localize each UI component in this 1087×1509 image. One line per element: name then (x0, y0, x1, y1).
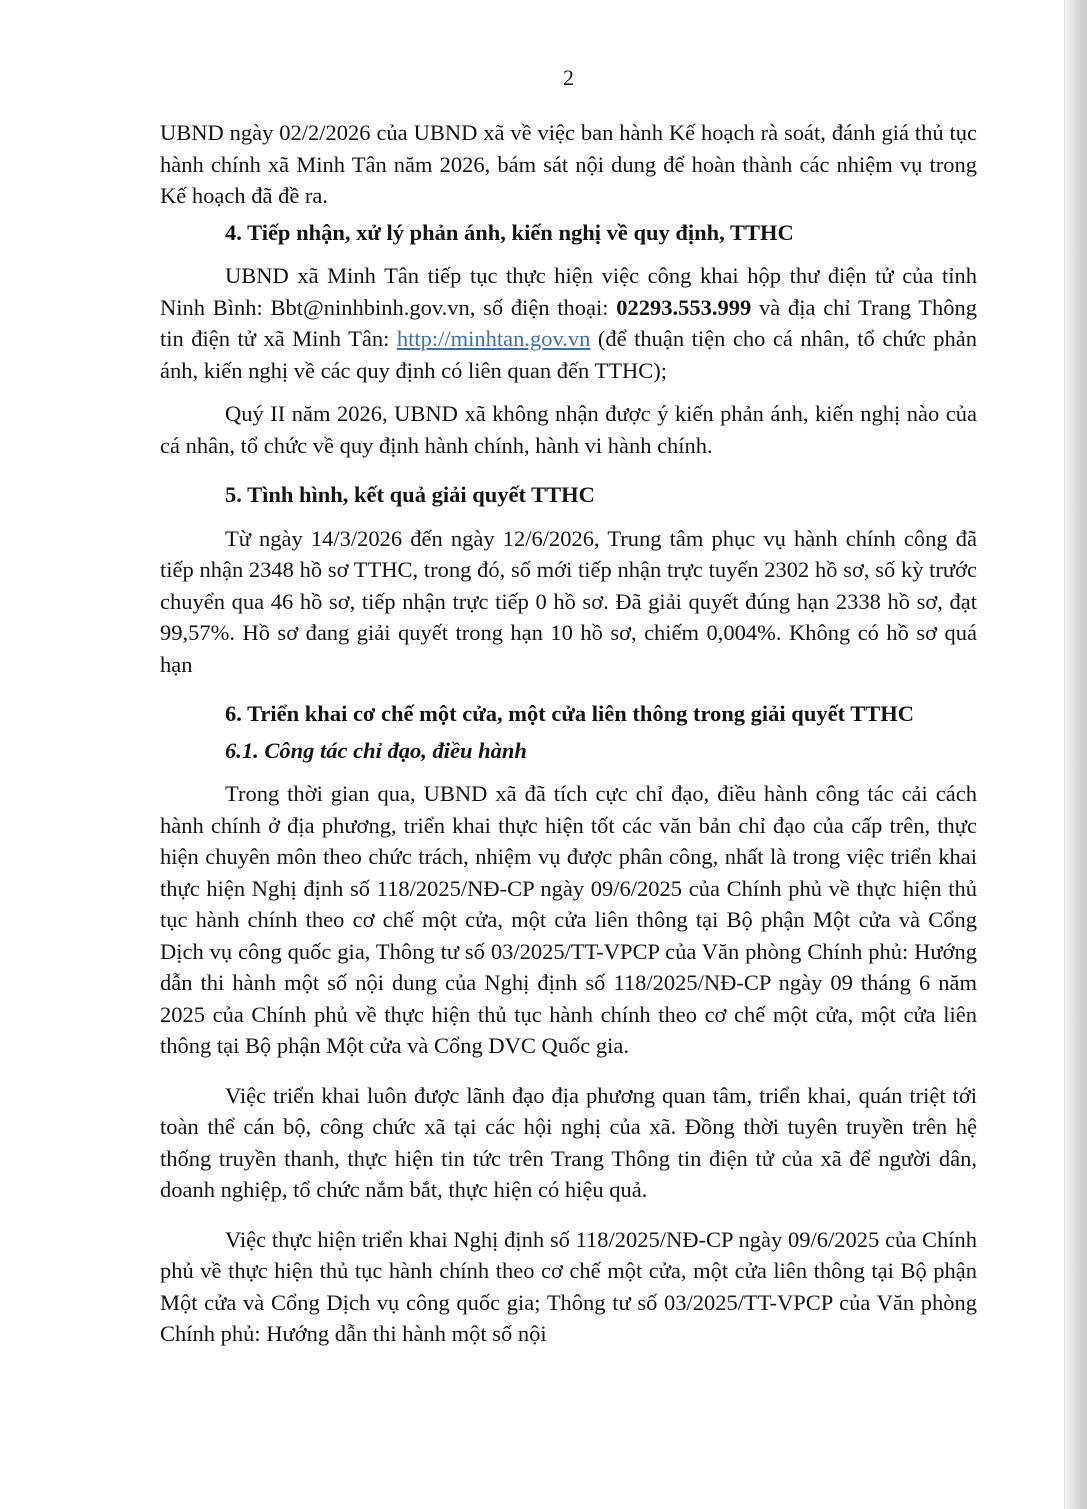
paragraph-continuation: UBND ngày 02/2/2026 của UBND xã về việc ban hành Kế hoạch rà soát, đánh giá thủ tục hành chính xã Minh Tân năm 2026, bám sát nội dung để hoàn thành các nhiệm vụ trong Kế hoạch đã đề ra. (160, 120, 977, 208)
website-link[interactable]: http://minhtan.gov.vn (396, 326, 591, 351)
heading-section-6-1: 6.1. Công tác chỉ đạo, điều hành (225, 737, 527, 763)
page-edge-shadow (1065, 0, 1087, 1509)
paragraph-feedback-q2: Quý II năm 2026, UBND xã không nhận được ý kiến phản ánh, kiến nghị nào của cá nhân, tổ chức về quy định hành chính, hành vi hành chính. (160, 401, 977, 458)
document-body (160, 62, 977, 1350)
paragraph-results: Từ ngày 14/3/2026 đến ngày 12/6/2026, Trung tâm phục vụ hành chính công đã tiếp nhận 2348 hồ sơ TTHC, trong đó, số mới tiếp nhận trực tuyến 2302 hồ sơ, số kỳ trước chuyển qua 46 hồ sơ, tiếp nhận trực tiếp 0 hồ sơ. Đã giải quyết đúng hạn 2338 hồ sơ, đạt 99,57%. Hồ sơ đang giải quyết trong hạn 10 hồ sơ, chiếm 0,004%. Không có hồ sơ quá hạn (160, 525, 977, 677)
paragraph-direction: Trong thời gian qua, UBND xã đã tích cực chỉ đạo, điều hành công tác cải cách hành chính ở địa phương, triển khai thực hiện tốt các văn bản chỉ đạo của cấp trên, thực hiện chuyên môn theo chức trách, nhiệm vụ được phân công, nhất là trong việc triển khai thực hiện Nghị định số 118/2025/NĐ-CP ngày 09/6/2025 của Chính phủ về thực hiện thủ tục hành chính theo cơ chế một cửa, một cửa liên thông tại Bộ phận Một cửa và Cổng Dịch vụ công quốc gia, Thông tư số 03/2025/TT-VPCP của Văn phòng Chính phủ: Hướng dẫn thi hành một số nội dung của Nghị định số 118/2025/NĐ-CP ngày 09 tháng 6 năm 2025 của Chính phủ về thực hiện thủ tục hành chính theo cơ chế một cửa, một cửa liên thông tại Bộ phận Một cửa và Cổng DVC Quốc gia. (160, 781, 977, 1058)
paragraph-decree-implementation: Việc thực hiện triển khai Nghị định số 118/2025/NĐ-CP ngày 09/6/2025 của Chính phủ về thực hiện thủ tục hành chính theo cơ chế một cửa, một cửa liên thông tại Bộ phận Một cửa và Cổng Dịch vụ công quốc gia; Thông tư số 03/2025/TT-VPCP của Văn phòng Chính phủ: Hướng dẫn thi hành một số nội (160, 1226, 977, 1346)
contact-text-intro: UBND xã Minh Tân tiếp tục thực hiện việc công khai hộp thư điện tử của tỉnh Ninh Bình: Bbt@ninhbinh.gov.vn, số điện thoại: (160, 263, 977, 320)
heading-section-4: 4. Tiếp nhận, xử lý phản ánh, kiến nghị về quy định, TTHC (225, 219, 794, 245)
paragraph-implementation: Việc triển khai luôn được lãnh đạo địa phương quan tâm, triển khai, quán triệt tới toàn thể cán bộ, công chức xã tại các hội nghị của xã. Đồng thời tuyên truyền trên hệ thống truyền thanh, thực hiện tin tức trên Trang Thông tin điện tử của xã để người dân, doanh nghiệp, tổ chức nắm bắt, thực hiện có hiệu quả. (160, 1082, 977, 1202)
heading-section-6: 6. Triển khai cơ chế một cửa, một cửa liên thông trong giải quyết TTHC (225, 701, 915, 726)
paragraph-contact-info (160, 260, 977, 386)
page-number: 2 (563, 65, 574, 90)
phone-number: 02293.553.999 (616, 294, 752, 320)
contact-text-end: (để thuận tiện cho cá nhân, tổ chức phản ánh, kiến nghị về các quy định có liên quan đến TTHC); (160, 326, 977, 383)
heading-section-5: 5. Tình hình, kết quả giải quyết TTHC (225, 482, 595, 507)
contact-text-middle: và địa chỉ Trang Thông tin điện tử xã Minh Tân: (160, 294, 978, 351)
